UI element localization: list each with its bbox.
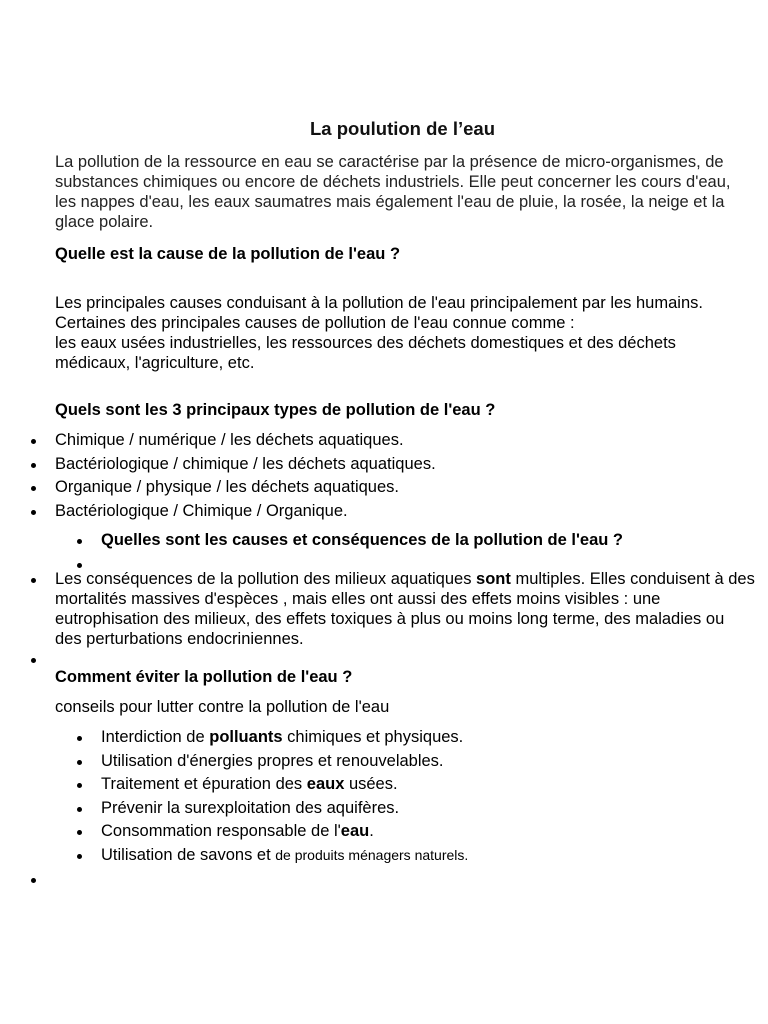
intro-paragraph: La pollution de la ressource en eau se caractérise par la présence de micro-organismes, de substances chimiques ou encore de déchets industriels. Elle peut concerner les cours d'eau, les nappes d'eau, les eaux saumatres mais également l'eau de pluie, la rosée, la neige et la glace polaire.	[55, 153, 731, 231]
bullet-icon	[77, 783, 82, 788]
bullet-icon	[77, 760, 82, 765]
bullet-icon	[77, 539, 82, 544]
bullet-icon	[77, 854, 82, 859]
bullet-icon	[31, 658, 36, 663]
bullet-icon	[31, 439, 36, 444]
question-prevention: Comment éviter la pollution de l'eau ?	[55, 668, 353, 686]
bullet-icon	[77, 736, 82, 741]
list-item: Utilisation de savons et de produits ménagers naturels.	[0, 845, 468, 869]
consequences-paragraph: Les conséquences de la pollution des milieux aquatiques sont multiples. Elles conduisent à des mortalités massives d'espèces , mais elles ont aussi des effets moins visibles : une eutrophisation des milieux, des effets toxiques à plus ou moins long terme, des maladies ou des perturbations endocriniennes.	[55, 570, 755, 648]
bullet-icon	[77, 830, 82, 835]
question-cause: Quelle est la cause de la pollution de l'eau ?	[55, 245, 401, 263]
answer-cause-line2: les eaux usées industrielles, les ressources des déchets domestiques et des déchets médicaux, l'agriculture, etc.	[55, 334, 676, 372]
question-types: Quels sont les 3 principaux types de pollution de l'eau ?	[55, 401, 496, 419]
advice-list	[0, 727, 468, 868]
bullet-icon	[31, 578, 36, 583]
bullet-icon	[31, 486, 36, 491]
list-item: Bactériologique / Chimique / Organique.	[0, 501, 436, 525]
bullet-icon	[31, 878, 36, 883]
question-causes-consequences: Quelles sont les causes et conséquences de la pollution de l'eau ?	[101, 531, 623, 549]
list-item: Consommation responsable de l'eau.	[0, 821, 468, 845]
bullet-icon	[31, 510, 36, 515]
list-item: Bactériologique / chimique / les déchets aquatiques.	[0, 454, 436, 478]
bullet-icon	[77, 563, 82, 568]
list-item: Chimique / numérique / les déchets aquatiques.	[0, 430, 436, 454]
answer-cause-line1: Les principales causes conduisant à la pollution de l'eau principalement par les humains. Certaines des principales causes de pollution de l'eau connue comme :	[55, 294, 703, 332]
list-item: Interdiction de polluants chimiques et physiques.	[0, 727, 468, 751]
list-item: Traitement et épuration des eaux usées.	[0, 774, 468, 798]
list-item	[0, 530, 623, 554]
list-item: Utilisation d'énergies propres et renouvelables.	[0, 751, 468, 775]
list-item: Organique / physique / les déchets aquatiques.	[0, 477, 436, 501]
bullet-icon	[31, 463, 36, 468]
list-item: Prévenir la surexploitation des aquifères.	[0, 798, 468, 822]
bullet-icon	[77, 807, 82, 812]
document-title: La poulution de l’eau	[310, 118, 495, 139]
causes-sublist	[0, 530, 623, 554]
advice-intro: conseils pour lutter contre la pollution de l'eau	[55, 698, 390, 716]
types-list	[0, 430, 436, 524]
